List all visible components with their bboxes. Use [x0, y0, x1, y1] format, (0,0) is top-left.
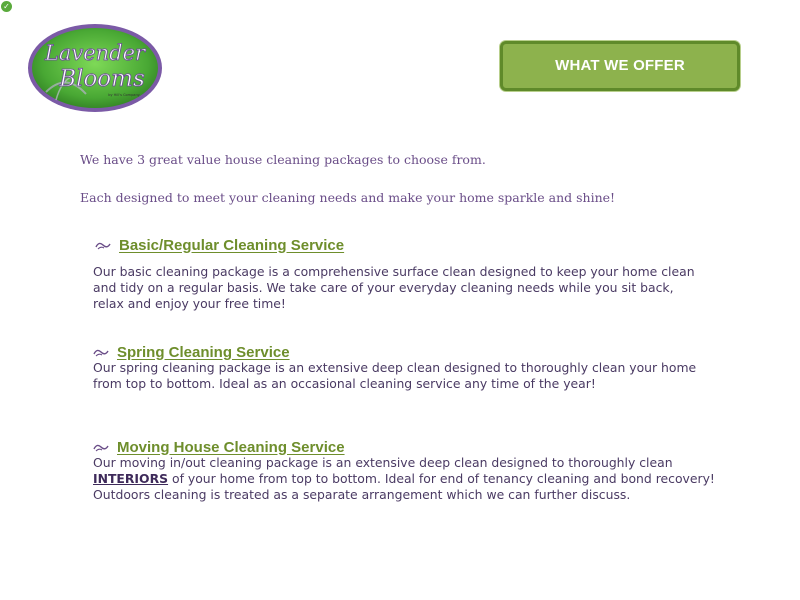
swirl-bullet-icon [93, 441, 109, 453]
service-heading [95, 236, 695, 254]
desc-line: Outdoors cleaning is treated as a separate arrangement which we can further discuss. [93, 487, 631, 502]
intro-line-1: We have 3 great value house cleaning packages to choose from. [80, 152, 486, 167]
logo[interactable] [26, 22, 164, 114]
desc-line: from top to bottom. Ideal as an occasional cleaning service any time of the year! [93, 376, 596, 391]
service-moving [93, 438, 715, 503]
logo-text-line2: Blooms [59, 66, 145, 92]
desc-line: and tidy on a regular basis. We take care of your everyday cleaning needs while you sit back, [93, 280, 674, 295]
swirl-bullet-icon [95, 239, 111, 251]
service-heading [93, 343, 696, 361]
service-title-spring[interactable]: Spring Cleaning Service [117, 343, 290, 361]
desc-line-rest: of your home from top to bottom. Ideal for end of tenancy cleaning and bond recovery! [168, 471, 715, 486]
desc-line: Our basic cleaning package is a comprehensive surface clean designed to keep your home clean [93, 264, 695, 279]
intro-line-2: Each designed to meet your cleaning needs and make your home sparkle and shine! [80, 190, 616, 205]
service-description [93, 455, 715, 503]
service-title-moving[interactable]: Moving House Cleaning Service [117, 438, 345, 456]
desc-line: Our spring cleaning package is an extensive deep clean designed to thoroughly clean your home [93, 360, 697, 375]
logo-tagline: by Hill's Company [108, 93, 140, 97]
swirl-bullet-icon [93, 346, 109, 358]
logo-text-line1: Lavender [44, 41, 146, 65]
desc-line: Our moving in/out cleaning package is an extensive deep clean designed to thoroughly clean [93, 455, 673, 470]
what-we-offer-button[interactable]: WHAT WE OFFER [500, 41, 740, 91]
desc-line: relax and enjoy your free time! [93, 296, 286, 311]
interiors-emphasis: INTERIORS [93, 471, 169, 486]
service-description [93, 360, 696, 392]
service-description [93, 264, 695, 312]
desc-line [93, 471, 715, 487]
service-title-basic[interactable]: Basic/Regular Cleaning Service [119, 236, 345, 254]
check-icon: ✓ [1, 1, 12, 12]
service-basic [95, 236, 695, 312]
service-spring [93, 343, 696, 392]
service-heading [93, 438, 715, 456]
